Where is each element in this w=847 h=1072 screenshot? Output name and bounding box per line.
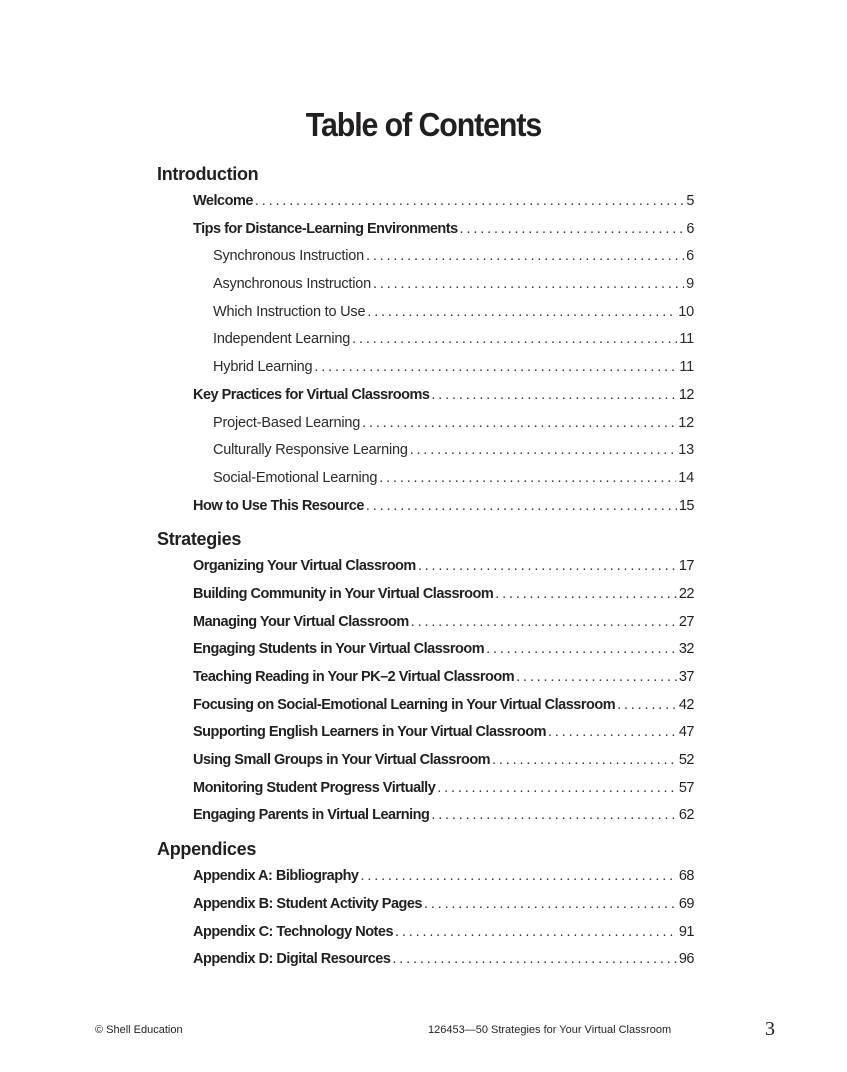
toc-entry[interactable] [213,243,694,271]
dot-leader [492,747,677,775]
toc-entry[interactable] [193,919,694,947]
toc-entry-label: Project-Based Learning [213,414,361,431]
toc-entry-label: Key Practices for Virtual Classrooms [193,386,430,403]
toc-entry[interactable] [193,692,694,720]
toc-entry-page: 96 [678,951,694,968]
dot-leader [366,493,677,521]
toc-entry-page: 12 [678,386,694,403]
dot-leader [392,946,676,974]
toc-entry-page: 15 [678,497,694,514]
toc-entry-page: 6 [686,248,694,265]
dot-leader [373,271,684,299]
toc-entry-label: Using Small Groups in Your Virtual Classroom [193,752,491,769]
toc-entry[interactable] [193,636,694,664]
toc-entry-label: Welcome [193,193,253,209]
toc-section [157,835,694,974]
toc-entry[interactable] [193,719,694,747]
toc-entry-page: 32 [678,641,694,658]
dot-leader [361,863,677,891]
dot-leader [495,581,677,609]
dot-leader [617,692,677,720]
toc-entry-label: Social-Emotional Learning [213,469,378,486]
toc-entry[interactable] [193,946,694,974]
dot-leader [362,410,676,438]
toc-entry-page: 6 [686,220,694,237]
toc-entry-label: Organizing Your Virtual Classroom [193,558,416,575]
dot-leader [437,775,677,803]
toc-entry-label: Monitoring Student Progress Virtually [193,779,436,796]
dot-leader [314,354,677,382]
toc-entry-page: 37 [678,669,694,685]
toc-entry[interactable] [213,437,694,465]
toc-entry[interactable] [193,891,694,919]
toc-entry[interactable] [213,299,694,327]
toc-entry-page: 52 [678,752,694,769]
toc-entry-label: Hybrid Learning [213,359,313,376]
toc-entry-label: Which Instruction to Use [213,303,366,320]
dot-leader [516,664,677,692]
toc-entry[interactable] [193,382,694,410]
toc-entry[interactable] [213,465,694,493]
toc-entry-label: How to Use This Resource [193,497,364,514]
toc-entry-label: Building Community in Your Virtual Classroom [193,585,494,602]
toc-entry-label: Supporting English Learners in Your Virtual Classroom [193,724,546,741]
toc-entry[interactable] [193,863,694,891]
toc-entry[interactable] [213,354,694,382]
section-heading: Introduction [157,164,259,184]
toc-entry-page: 47 [678,724,694,741]
toc-entry[interactable] [193,609,694,637]
toc-entry-label: Culturally Responsive Learning [213,442,408,459]
table-of-contents [157,160,694,974]
toc-section [157,160,694,520]
dot-leader [431,802,677,830]
toc-entry-page: 10 [678,303,694,320]
toc-entry-page: 17 [678,558,694,575]
dot-leader [352,326,677,354]
section-heading: Strategies [157,529,242,550]
toc-entry-page: 5 [686,193,694,209]
toc-entry-label: Managing Your Virtual Classroom [193,613,409,630]
toc-entry[interactable] [193,553,694,581]
toc-entry-label: Focusing on Social-Emotional Learning in Your Virtual Classroom [193,696,616,713]
toc-entry-label: Engaging Students in Your Virtual Classroom [193,641,485,658]
toc-entry-label: Synchronous Instruction [213,248,364,265]
toc-entry[interactable] [193,775,694,803]
dot-leader [395,919,677,947]
toc-entry-label: Engaging Parents in Virtual Learning [193,807,430,824]
toc-entry-label: Independent Learning [213,331,351,348]
dot-leader [548,719,677,747]
dot-leader [366,243,684,271]
toc-entry-page: 27 [678,613,694,630]
dot-leader [486,636,677,664]
toc-entry-page: 22 [678,585,694,602]
toc-entry[interactable] [193,188,694,216]
toc-entry-page: 69 [678,895,694,912]
toc-entry[interactable] [213,410,694,438]
toc-entry-page: 11 [679,331,694,348]
toc-entry-page: 13 [678,442,694,459]
toc-entry-label: Tips for Distance-Learning Environments [193,220,458,237]
dot-leader [411,609,677,637]
dot-leader [460,216,685,244]
footer-copyright: © Shell Education [95,1024,183,1036]
page-title: Table of Contents [305,106,542,143]
toc-entry-label: Appendix B: Student Activity Pages [193,895,422,912]
toc-entry-page: 62 [678,807,694,824]
dot-leader [367,299,676,327]
toc-entry-page: 57 [678,779,694,796]
dot-leader [424,891,677,919]
dot-leader [379,465,676,493]
toc-entry[interactable] [193,664,694,692]
dot-leader [418,553,677,581]
toc-entry-label: Appendix D: Digital Resources [193,951,391,968]
toc-entry-label: Asynchronous Instruction [213,276,372,293]
toc-entry-label: Appendix C: Technology Notes [193,923,394,940]
toc-entry-label: Teaching Reading in Your PK–2 Virtual Classroom [193,669,515,685]
toc-entry[interactable] [193,802,694,830]
toc-entry-page: 11 [679,359,694,376]
section-heading: Appendices [157,839,257,860]
toc-entry[interactable] [193,581,694,609]
toc-entry-label: Appendix A: Bibliography [193,868,359,885]
dot-leader [410,437,677,465]
toc-entry-page: 12 [678,414,694,431]
toc-entry-page: 42 [678,696,694,713]
toc-entry[interactable] [213,326,694,354]
toc-entry[interactable] [193,747,694,775]
toc-entry[interactable] [193,493,694,521]
dot-leader [431,382,676,410]
toc-entry-page: 9 [686,276,694,293]
toc-entry-page: 68 [678,868,694,885]
toc-entry-page: 14 [678,469,694,486]
footer-book-title: 126453—50 Strategies for Your Virtual Classroom [428,1024,672,1036]
toc-entry-page: 91 [678,923,694,940]
footer-page-number: 3 [765,1018,775,1040]
toc-section [157,525,694,830]
toc-entry[interactable] [213,271,694,299]
dot-leader [255,188,685,216]
toc-entry[interactable] [193,216,694,244]
